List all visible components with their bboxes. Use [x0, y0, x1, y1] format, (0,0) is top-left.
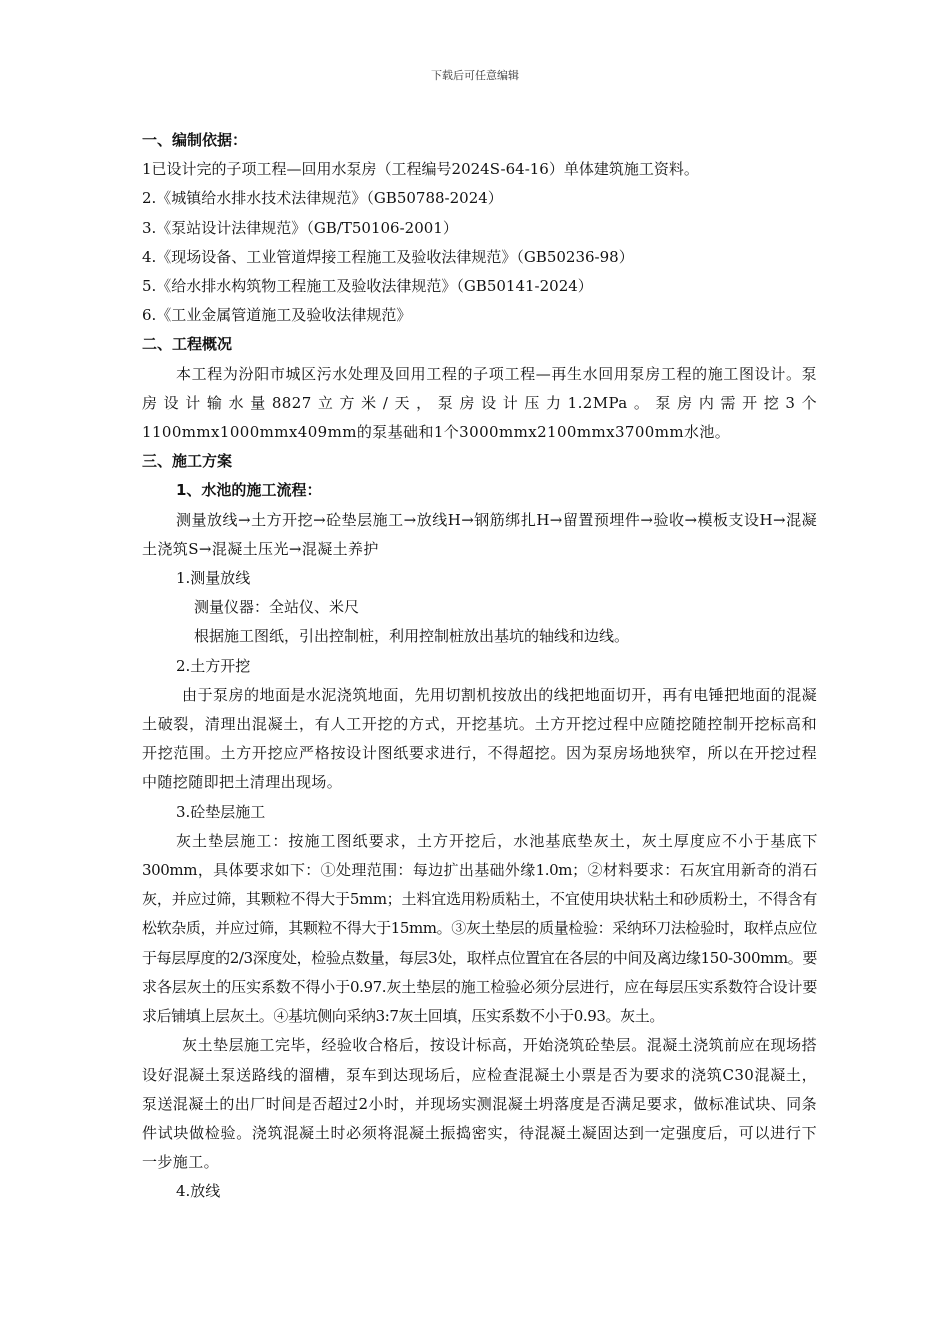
basis-item: 1已设计完的子项工程—回用水泵房（工程编号2024S-64-16）单体建筑施工资料。 [142, 160, 699, 179]
step1-instruments: 测量仪器：全站仪、米尺 [194, 598, 360, 617]
section-heading-overview: 二、工程概况 [142, 335, 233, 354]
step2-title: 2.土方开挖 [176, 656, 251, 675]
basis-item: 6.《工业金属管道施工及验收法律规范》 [142, 306, 412, 325]
step3-paragraph-2: 灰土垫层施工完毕，经验收合格后，按设计标高，开始浇筑砼垫层。混凝土浇筑前应在现场搭设好混凝土泵送路线的溜槽，泵车到达现场后，应检查混凝土小票是否为要求的浇筑C30混凝土，泵送混凝土的出厂时间是否超过2小时，并现场实测混凝土坍落度是否满足要求，做标准试块、同条件试块做检验。浇筑混凝土时必须将混凝土振捣密实，待混凝土凝固达到一定强度后，可以进行下一步施工。 [142, 1036, 817, 1172]
page-header: 下载后可任意编辑 [431, 69, 519, 82]
plan-flow-paragraph: 测量放线→土方开挖→砼垫层施工→放线H→钢筋绑扎H→留置预埋件→验收→模板支设H→混凝土浇筑S→混凝土压光→混凝土养护 [142, 510, 817, 558]
basis-item: 4.《现场设备、工业管道焊接工程施工及验收法律规范》（GB50236-98） [142, 247, 634, 266]
section-heading-basis: 一、编制依据： [142, 131, 248, 149]
basis-item: 3.《泵站设计法律规范》（GB/T50106-2001） [142, 218, 458, 237]
section-heading-plan: 三、施工方案 [142, 452, 233, 471]
basis-item: 5.《给水排水构筑物工程施工及验收法律规范》（GB50141-2024） [142, 277, 593, 296]
step1-paragraph: 根据施工图纸，引出控制桩，利用控制桩放出基坑的轴线和边线。 [194, 627, 630, 646]
step1-title: 1.测量放线 [176, 569, 251, 588]
document-body [142, 126, 817, 1207]
step3-paragraph-1: 灰土垫层施工：按施工图纸要求，土方开挖后，水池基底垫灰土，灰土厚度应不小于基底下300mm，具体要求如下：①处理范围：每边扩出基础外缘1.0m；②材料要求：石灰宜用新奇的消石灰，并应过筛，其颗粒不得大于5mm；土料宜选用粉质粘土，不宜使用块状粘土和砂质粉土，不得含有松软杂质，并应过筛，其颗粒不得大于15mm。③灰土垫层的质量检验：采纳环刀法检验时，取样点应位于每层厚度的2/3深度处，检验点数量，每层3处，取样点位置宜在各层的中间及离边缘150-300mm。要求各层灰土的压实系数不得小于0.97.灰土垫层的施工检验必须分层进行，应在每层压实系数符合设计要求后铺填上层灰土。④基坑侧向采纳3:7灰土回填，压实系数不小于0.93。灰土。 [142, 831, 817, 1026]
step2-paragraph: 由于泵房的地面是水泥浇筑地面，先用切割机按放出的线把地面切开，再有电锤把地面的混凝土破裂，清理出混凝土，有人工开挖的方式，开挖基坑。土方开挖过程中应随挖随控制开挖标高和开挖范围。土方开挖应严格按设计图纸要求进行，不得超挖。因为泵房场地狭窄，所以在开挖过程中随挖随即把土清理出现场。 [142, 685, 817, 792]
overview-paragraph: 本工程为汾阳市城区污水处理及回用工程的子项工程—再生水回用泵房工程的施工图设计。泵房设计输水量8827立方米/天，泵房设计压力1.2MPa。泵房内需开挖3个1100mmx1000mmx409mm的泵基础和1个3000mmx2100mmx3700mm水池。 [142, 364, 817, 442]
basis-item: 2.《城镇给水排水技术法律规范》（GB50788-2024） [142, 189, 503, 208]
plan-subheading: 1、水池的施工流程： [176, 481, 322, 500]
step4-title: 4.放线 [176, 1182, 221, 1201]
step3-title: 3.砼垫层施工 [176, 802, 266, 821]
